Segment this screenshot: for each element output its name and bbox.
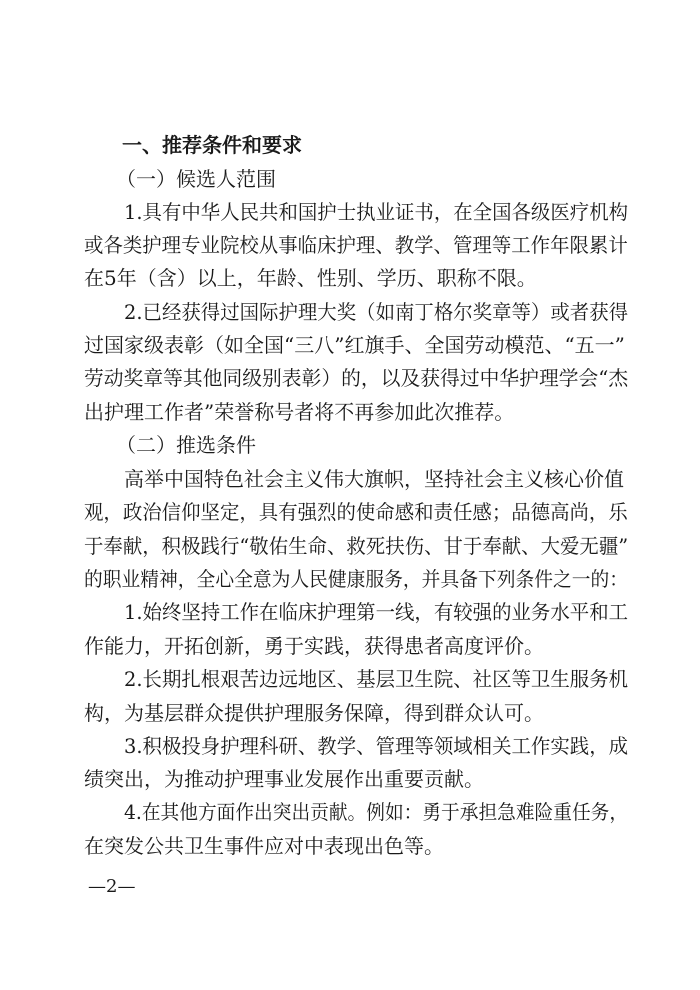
list-item: 2.长期扎根艰苦边远地区、基层卫生院、社区等卫生服务机 — [124, 667, 629, 691]
paragraph-line: 2.已经获得过国际护理大奖（如南丁格尔奖章等）或者获得 — [124, 300, 629, 324]
list-item: 作能力，开拓创新，勇于实践，获得患者高度评价。 — [84, 634, 544, 658]
page-number: —2— — [88, 876, 136, 897]
list-item: 3.积极投身护理科研、教学、管理等领域相关工作实践，成 — [124, 734, 629, 758]
paragraph-line: 高举中国特色社会主义伟大旗帜，坚持社会主义核心价值 — [124, 467, 624, 491]
subsection-heading: （二）推选条件 — [116, 433, 256, 457]
list-item: 1.始终坚持工作在临床护理第一线，有较强的业务水平和工 — [124, 600, 629, 624]
paragraph-line: 观，政治信仰坚定，具有强烈的使命感和责任感；品德高尚，乐 — [84, 500, 628, 524]
paragraph-line: 于奉献，积极践行“敬佑生命、救死扶伤、甘于奉献、大爱无疆” — [84, 534, 629, 558]
paragraph-line: 的职业精神，全心全意为人民健康服务，并具备下列条件之一的： — [84, 567, 629, 591]
section-heading: 一、推荐条件和要求 — [122, 133, 302, 157]
list-item: 绩突出，为推动护理事业发展作出重要贡献。 — [84, 767, 484, 791]
paragraph-line: 1.具有中华人民共和国护士执业证书，在全国各级医疗机构 — [124, 200, 629, 224]
paragraph-line: 或各类护理专业院校从事临床护理、教学、管理等工作年限累计 — [84, 233, 628, 257]
paragraph-line: 过国家级表彰（如全国“三八”红旗手、全国劳动模范、“五一” — [84, 333, 625, 357]
paragraph-line: 在5年（含）以上，年龄、性别、学历、职称不限。 — [84, 266, 537, 290]
list-item: 在突发公共卫生事件应对中表现出色等。 — [84, 834, 444, 858]
subsection-heading: （一）候选人范围 — [116, 167, 276, 191]
paragraph-line: 出护理工作者”荣誉称号者将不再参加此次推荐。 — [84, 400, 515, 424]
paragraph-line: 劳动奖章等其他同级别表彰）的，以及获得过中华护理学会“杰 — [84, 366, 629, 390]
list-item: 构，为基层群众提供护理服务保障，得到群众认可。 — [84, 701, 544, 725]
list-item: 4.在其他方面作出突出贡献。例如：勇于承担急难险重任务， — [124, 800, 629, 824]
